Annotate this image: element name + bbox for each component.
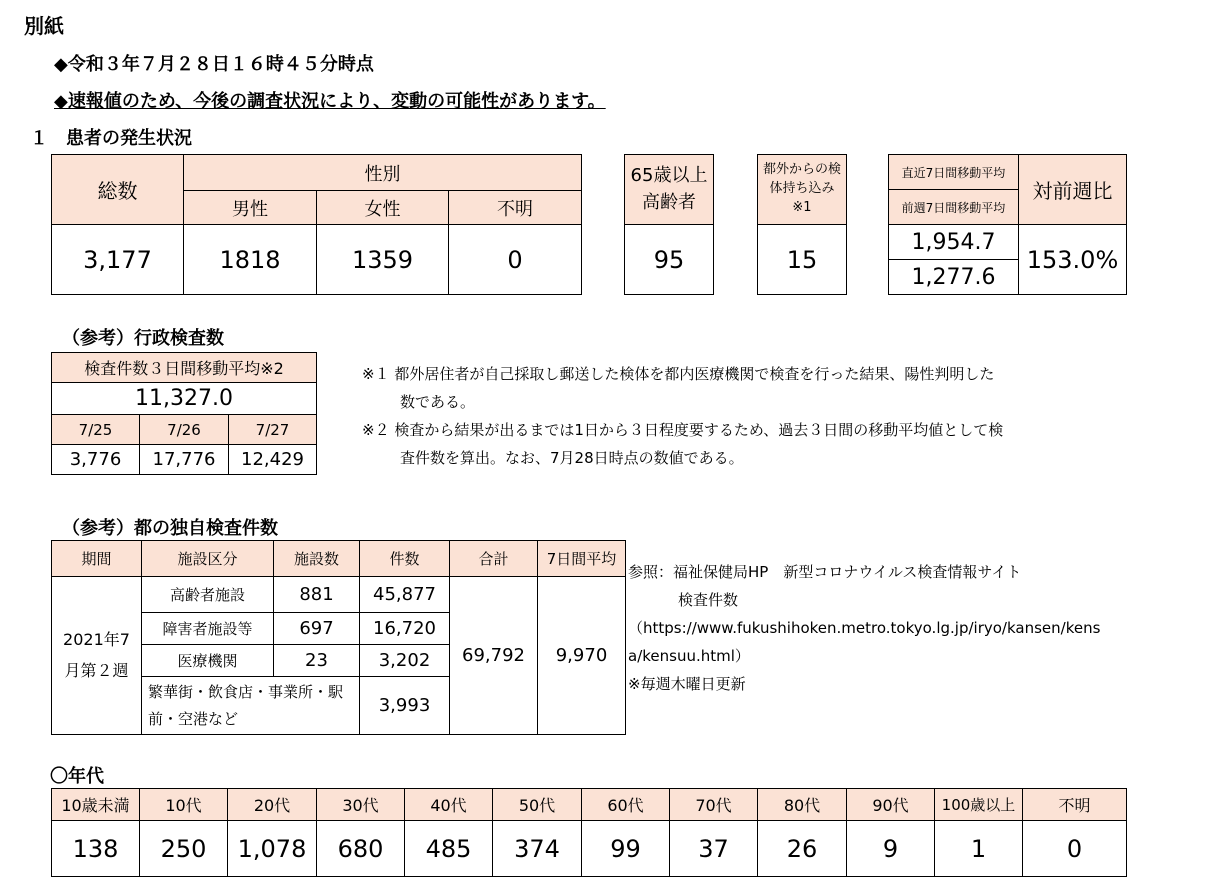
reference — [628, 558, 1100, 698]
admin-average-label: 検査件数３日間移動平均※2 — [52, 353, 317, 383]
own-category: 障害者施設等 — [142, 613, 274, 645]
age-header: 50代 — [493, 789, 582, 821]
age-header: 10代 — [140, 789, 228, 821]
recent-average-value: 1,954.7 — [889, 225, 1019, 260]
male-value: 1818 — [184, 225, 317, 295]
age-value: 680 — [317, 821, 405, 877]
reference-url-line-2: a/kensuu.html） — [628, 647, 750, 665]
female-label: 女性 — [317, 191, 449, 225]
reference-line-1: 参照：福祉保健局HP 新型コロナウイルス検査情報サイト — [628, 563, 1022, 581]
admin-date: 7/25 — [52, 415, 140, 445]
own-category: 繁華街・飲食店・事業所・駅前・空港など — [142, 677, 360, 735]
age-table — [51, 788, 1127, 877]
notice: ◆速報値のため、今後の調査状況により、変動の可能性があります。 — [54, 91, 606, 112]
ratio-label: 対前週比 — [1019, 155, 1127, 225]
unknown-value: 0 — [449, 225, 582, 295]
elderly-table — [624, 154, 714, 295]
age-value: 26 — [758, 821, 847, 877]
age-header: 60代 — [582, 789, 670, 821]
age-header: 70代 — [670, 789, 758, 821]
elderly-value: 95 — [625, 225, 714, 295]
patients-table — [51, 154, 582, 295]
own-tests-table — [51, 540, 626, 735]
age-value: 485 — [405, 821, 493, 877]
age-header: 30代 — [317, 789, 405, 821]
own-count: 45,877 — [360, 577, 450, 613]
outside-table — [757, 154, 847, 295]
own-facilities: 23 — [274, 645, 360, 677]
note-2-line-1: ※２ 検査から結果が出るまでは1日から３日程度要するため、過去３日間の移動平均値として検 — [362, 421, 1004, 439]
admin-date: 7/26 — [140, 415, 229, 445]
outside-value: 15 — [758, 225, 847, 295]
age-header: 20代 — [228, 789, 317, 821]
unknown-label: 不明 — [449, 191, 582, 225]
own-header: 合計 — [450, 541, 538, 577]
own-header: 施設区分 — [142, 541, 274, 577]
previous-average-label: 前週7日間移動平均 — [889, 190, 1019, 225]
own-facilities: 881 — [274, 577, 360, 613]
section-title-patients: １ 患者の発生状況 — [30, 128, 192, 149]
age-value: 37 — [670, 821, 758, 877]
previous-average-value: 1,277.6 — [889, 260, 1019, 295]
own-header: 件数 — [360, 541, 450, 577]
own-header: 期間 — [52, 541, 142, 577]
age-value: 250 — [140, 821, 228, 877]
outside-label: 都外からの検体持ち込み※1 — [758, 155, 847, 225]
total-label: 総数 — [52, 155, 184, 225]
footnotes — [362, 360, 1003, 472]
age-header: 10歳未満 — [52, 789, 140, 821]
moving-average-table — [888, 154, 1127, 295]
own-facilities: 697 — [274, 613, 360, 645]
age-header: 80代 — [758, 789, 847, 821]
own-category: 高齢者施設 — [142, 577, 274, 613]
elderly-label: 65歳以上 高齢者 — [625, 155, 714, 225]
own-period: 2021年7月第２週 — [52, 577, 142, 735]
note-1-line-1: ※１ 都外居住者が自己採取し郵送した検体を都内医療機関で検査を行った結果、陽性判明した — [362, 365, 995, 383]
page-title: 別紙 — [24, 14, 64, 38]
own-header: 施設数 — [274, 541, 360, 577]
own-category: 医療機関 — [142, 645, 274, 677]
gender-label: 性別 — [184, 155, 582, 191]
own-count: 3,993 — [360, 677, 450, 735]
own-count: 3,202 — [360, 645, 450, 677]
age-value: 1,078 — [228, 821, 317, 877]
note-2-line-2: 査件数を算出。なお、7月28日時点の数値である。 — [400, 449, 744, 467]
age-value: 374 — [493, 821, 582, 877]
age-header: 100歳以上 — [935, 789, 1023, 821]
age-header: 90代 — [847, 789, 935, 821]
admin-date: 7/27 — [229, 415, 317, 445]
age-header: 不明 — [1023, 789, 1127, 821]
reference-line-5: ※毎週木曜日更新 — [628, 675, 746, 693]
section-title-age: 〇年代 — [50, 766, 104, 787]
timestamp: ◆令和３年７月２８日１６時４５分時点 — [54, 54, 374, 75]
recent-average-label: 直近7日間移動平均 — [889, 155, 1019, 190]
reference-url-line-1: （https://www.fukushihoken.metro.tokyo.lg.jp/iryo/kansen/kens — [628, 619, 1101, 637]
age-value: 138 — [52, 821, 140, 877]
section-title-admin-tests: （参考）行政検査数 — [62, 328, 224, 349]
section-title-own-tests: （参考）都の独自検査件数 — [62, 518, 278, 539]
ratio-value: 153.0% — [1019, 225, 1127, 295]
female-value: 1359 — [317, 225, 449, 295]
admin-value: 12,429 — [229, 445, 317, 475]
total-value: 3,177 — [52, 225, 184, 295]
age-value: 1 — [935, 821, 1023, 877]
admin-value: 3,776 — [52, 445, 140, 475]
own-header: 7日間平均 — [538, 541, 626, 577]
age-value: 99 — [582, 821, 670, 877]
admin-average-value: 11,327.0 — [52, 383, 317, 415]
age-value: 0 — [1023, 821, 1127, 877]
age-header: 40代 — [405, 789, 493, 821]
age-value: 9 — [847, 821, 935, 877]
own-count: 16,720 — [360, 613, 450, 645]
admin-value: 17,776 — [140, 445, 229, 475]
own-total: 69,792 — [450, 577, 538, 735]
note-1-line-2: 数である。 — [400, 393, 476, 411]
admin-tests-table — [51, 352, 317, 475]
reference-line-2: 検査件数 — [678, 591, 739, 609]
own-average: 9,970 — [538, 577, 626, 735]
male-label: 男性 — [184, 191, 317, 225]
